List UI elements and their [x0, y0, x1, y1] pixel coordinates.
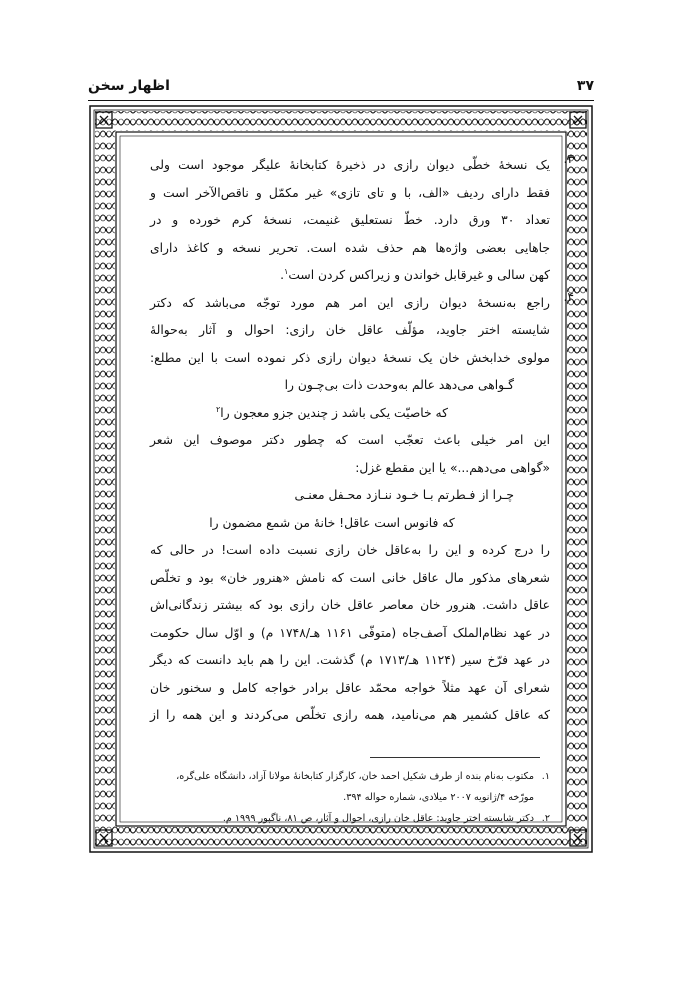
- verse-line: گـواهی می‌دهد عالم به‌وحدت ذات بی‌چـون را: [284, 378, 514, 392]
- footnote-number: ۲.: [541, 813, 550, 824]
- verse-line-with-ref: [150, 400, 550, 428]
- footnote-2: [150, 808, 550, 829]
- text-line: شایسته اختر جاوید، مؤلّف عاقل خان رازی: احوال و آثار به‌حوالهٔ: [150, 323, 550, 337]
- list-item-4: [150, 289, 574, 373]
- running-title: اظهار سخن: [88, 78, 170, 94]
- text-line: شعرای آن عهد مثلاً خواجه محمّد عاقل برادر خواجه کامل و سخنور خان: [150, 680, 550, 695]
- footnote-1: [150, 766, 550, 787]
- text-line: تعداد ۳۰ ورق دارد. خطّ نستعلیق غنیمت، نسخهٔ کرم خورده و در: [150, 213, 550, 227]
- verse-line: که خاصیّت یکی باشد ز چندین جزو معجون را: [220, 405, 448, 420]
- item-number: ۴.: [563, 289, 574, 304]
- verse-line: چـرا از فـطرتم بـا خـود ننـازد محـفل معنـی: [294, 488, 514, 502]
- text-line: که عاقل کشمیر هم می‌نامید، همه رازی تخلّص می‌کردند و این همه را از: [150, 708, 550, 722]
- text-line: فقط دارای ردیف «الف، با و تای تازی» غیر مکمّل و ناقص‌الآخر است و: [150, 185, 550, 200]
- main-text: [150, 152, 574, 730]
- text-line: در عهد فرّخ سیر (۱۱۲۴ هـ/۱۷۱۳ م) گذشت. این را هم باید دانست که دیگر: [150, 653, 550, 667]
- item-number: ۳.: [563, 152, 574, 166]
- text-line-with-ref: کهن سالی و غیرقابل خواندن و زیراکس کردن است$^۱$.: [280, 266, 550, 282]
- text-line: کهن سالی و غیرقابل خواندن و زیراکس کردن است: [288, 268, 550, 282]
- page-number: ۳۷: [576, 78, 594, 94]
- footnote-text: دکتر شایسته اختر جاوید: عاقل خان رازی، احوال و آثار، ص ۸۱، ناگپور ۱۹۹۹ م.: [222, 813, 534, 824]
- page-header: [88, 78, 594, 100]
- text-line: مولوی خدابخش خان یک نسخهٔ دیوان رازی ذکر نموده است با این مطلع:: [150, 350, 550, 365]
- text-line: یک نسخهٔ خطّی دیوان رازی در ذخیرهٔ کتابخانهٔ علیگر موجود است ولی: [150, 158, 550, 172]
- footnote-1-cont: مورّخه ۴/ژانویه ۲۰۰۷ میلادی، شماره حواله ۳۹۴.: [343, 792, 534, 803]
- text-line: شعرهای مذکور مال عاقل خانی است که نامش «هنرور خان» بود و تخلّص: [150, 570, 550, 585]
- text-line: جاهایی بعضی واژه‌ها هم حذف شده است. تحریر نسخه و کاغذ دارای: [150, 240, 550, 255]
- header-rule: [88, 100, 594, 101]
- footnotes: [150, 766, 550, 829]
- footnote-number: ۱.: [541, 771, 550, 782]
- list-item-3: [150, 152, 574, 290]
- text-line: را درج کرده و این را به‌عاقل خان رازی نسبت داده است! در حالی که: [150, 543, 550, 557]
- text-line: این امر خیلی باعث تعجّب است که چطور دکتر موصوف این شعر: [150, 433, 550, 447]
- text-line: راجع به‌نسخهٔ دیوان رازی این امر هم مورد توجّه می‌باشد که دکتر: [150, 295, 550, 310]
- verse-line: که فانوس است عاقل! خانهٔ من شمع مضمون را: [209, 515, 455, 530]
- text-line: در عهد نظام‌الملک آصف‌جاه (متوفّی ۱۱۶۱ هـ/۱۷۴۸ م) و اوّل سال حکومت: [150, 625, 551, 640]
- footnote-text: مکتوب به‌نام بنده از طرف شکیل احمد خان، کارگزار کتابخانهٔ مولانا آزاد، دانشگاه علی‌گره،: [176, 771, 534, 782]
- text-line: عاقل داشت. هنرور خان معاصر عاقل خان رازی بود که بیشتر زندگانی‌اش: [150, 598, 550, 612]
- footnote-separator: [370, 757, 540, 758]
- text-line: «گواهی می‌دهم...» یا این مقطع غزل:: [355, 460, 550, 475]
- footnote-ref: ۱: [284, 266, 289, 276]
- footnote-ref: ۲: [216, 404, 221, 414]
